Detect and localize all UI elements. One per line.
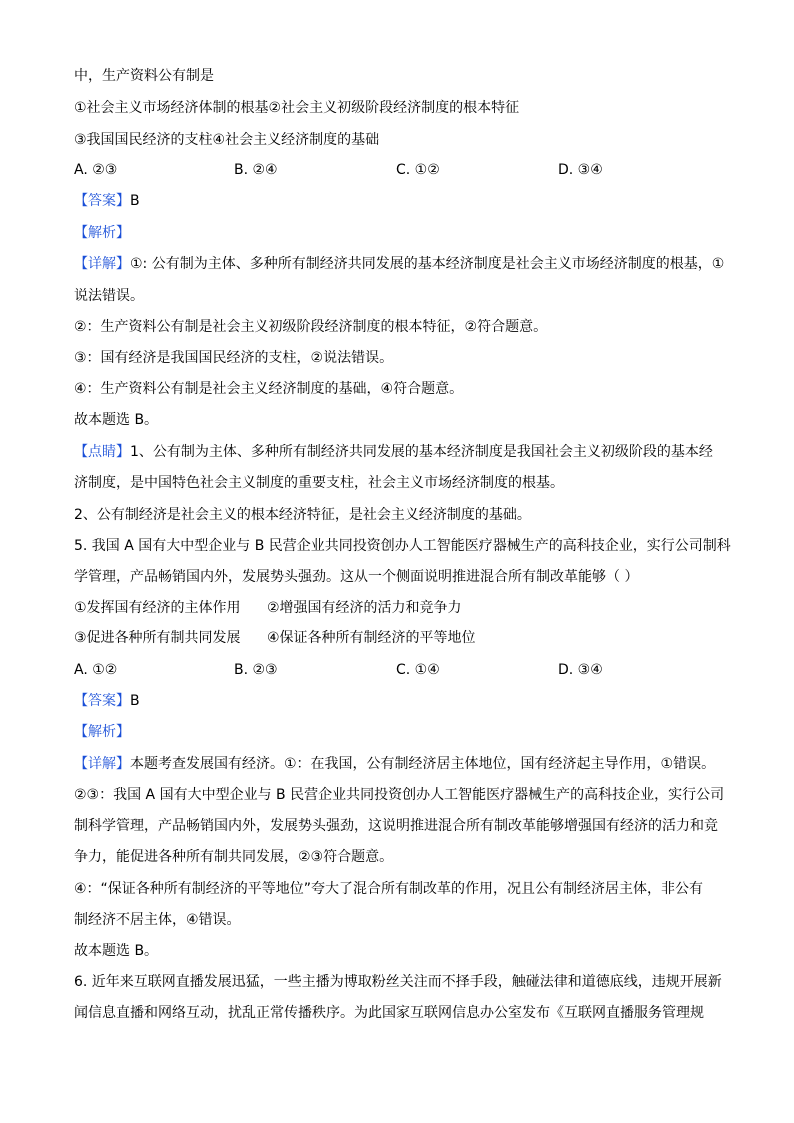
points-text: 1、公有制为主体、多种所有制经济共同发展的基本经济制度是我国社会主义初级阶段的基本经 bbox=[130, 444, 713, 460]
text-line: ④：“保证各种所有制经济的平等地位”夸大了混合所有制改革的作用，况且公有制经济居主体，非公有 bbox=[74, 881, 704, 897]
analysis-label: 【解析】 bbox=[74, 724, 130, 740]
question-stem: 学管理，产品畅销国内外，发展势头强劲。这从一个侧面说明推进混合所有制改革能够（ ） bbox=[74, 569, 639, 585]
detail-label: 【详解】 bbox=[74, 756, 130, 772]
option-c: C. ①② bbox=[396, 162, 440, 178]
detail-text: 本题考查发展国有经济。①：在我国，公有制经济居主体地位，国有经济起主导作用，①错误。 bbox=[130, 756, 716, 772]
points-line bbox=[74, 442, 713, 462]
text-line: 制科学管理，产品畅销国内外，发展势头强劲，这说明推进混合所有制改革能够增强国有经济的活力和竞 bbox=[74, 818, 718, 834]
statement-item: ③促进各种所有制共同发展 bbox=[74, 630, 241, 646]
answer-line bbox=[74, 191, 140, 211]
text-line: 2、公有制经济是社会主义的根本经济特征，是社会主义经济制度的基础。 bbox=[74, 507, 531, 523]
answer-value: B bbox=[130, 193, 140, 209]
text-line: 济制度，是中国特色社会主义制度的重要支柱，社会主义市场经济制度的根基。 bbox=[74, 475, 564, 491]
statement-item: ①发挥国有经济的主体作用 bbox=[74, 600, 241, 616]
conclusion-line: 故本题选 B。 bbox=[74, 943, 159, 959]
text-line: 争力，能促进各种所有制共同发展，②③符合题意。 bbox=[74, 849, 394, 865]
answer-label: 【答案】 bbox=[74, 193, 130, 209]
conclusion-line: 故本题选 B。 bbox=[74, 412, 159, 428]
statement-item: ④保证各种所有制经济的平等地位 bbox=[267, 630, 476, 646]
text-line: 中，生产资料公有制是 bbox=[74, 68, 214, 84]
analysis-label: 【解析】 bbox=[74, 225, 130, 241]
analysis-line bbox=[74, 722, 130, 742]
statement-item: ②增强国有经济的活力和竞争力 bbox=[267, 600, 462, 616]
text-line: ②③：我国 A 国有大中型企业与 B 民营企业共同投资创办人工智能医疗器械生产的高科技企业，实行公司 bbox=[74, 787, 725, 803]
text-line: 说法错误。 bbox=[74, 288, 144, 304]
option-a: A. ①② bbox=[74, 662, 118, 678]
points-label: 【点睛】 bbox=[74, 444, 130, 460]
option-c: C. ①④ bbox=[396, 662, 440, 678]
option-a: A. ②③ bbox=[74, 162, 118, 178]
analysis-line bbox=[74, 223, 130, 243]
text-line: 制经济不居主体，④错误。 bbox=[74, 912, 241, 928]
text-line: ③：国有经济是我国国民经济的支柱，②说法错误。 bbox=[74, 350, 394, 366]
text-line: ③我国国民经济的支柱④社会主义经济制度的基础 bbox=[74, 132, 380, 148]
detail-line bbox=[74, 754, 715, 774]
text-line: ④：生产资料公有制是社会主义经济制度的基础，④符合题意。 bbox=[74, 381, 464, 397]
question-stem: 6. 近年来互联网直播发展迅猛，一些主播为博取粉丝关注而不择手段，触碰法律和道德底线，违规开展新 bbox=[74, 974, 722, 990]
option-d: D. ③④ bbox=[558, 162, 603, 178]
question-stem: 5. 我国 A 国有大中型企业与 B 民营企业共同投资创办人工智能医疗器械生产的高科技企业，实行公司制科 bbox=[74, 538, 731, 554]
detail-text: ①: 公有制为主体、多种所有制经济共同发展的基本经济制度是社会主义市场经济制度的根基，① bbox=[130, 256, 725, 272]
question-stem: 闻信息直播和网络互动，扰乱正常传播秩序。为此国家互联网信息办公室发布《互联网直播服务管理规 bbox=[74, 1005, 704, 1021]
option-b: B. ②④ bbox=[234, 162, 278, 178]
answer-label: 【答案】 bbox=[74, 693, 130, 709]
text-line: ②：生产资料公有制是社会主义初级阶段经济制度的根本特征，②符合题意。 bbox=[74, 319, 548, 335]
text-line: ①社会主义市场经济体制的根基②社会主义初级阶段经济制度的根本特征 bbox=[74, 100, 520, 116]
detail-line bbox=[74, 254, 724, 274]
option-b: B. ②③ bbox=[234, 662, 278, 678]
answer-line bbox=[74, 691, 140, 711]
answer-value: B bbox=[130, 693, 140, 709]
detail-label: 【详解】 bbox=[74, 256, 130, 272]
option-d: D. ③④ bbox=[558, 662, 603, 678]
